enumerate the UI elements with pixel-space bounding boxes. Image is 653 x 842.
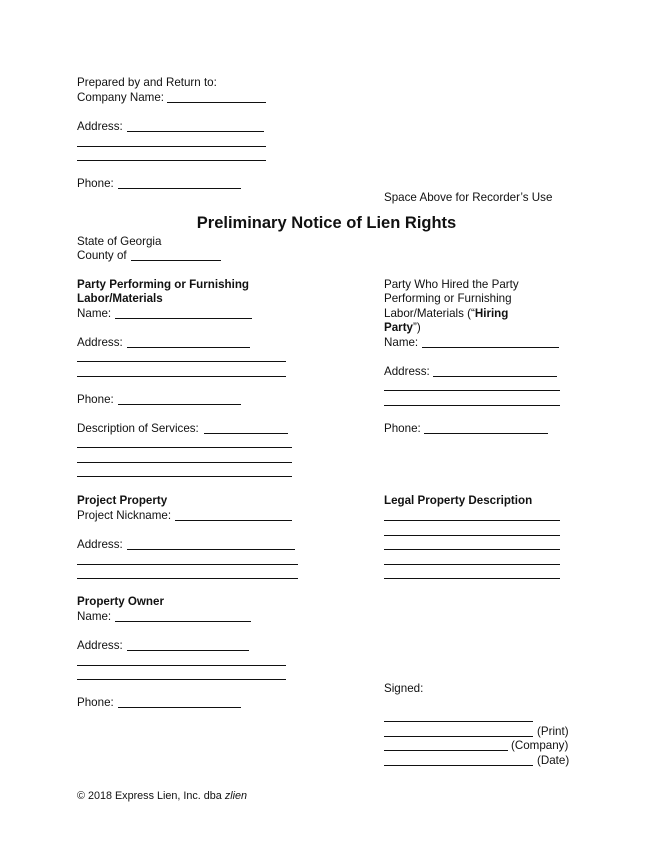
project-nickname-field[interactable] [175, 520, 292, 521]
header-address-field-1[interactable] [127, 131, 264, 132]
property-owner-heading: Property Owner [77, 595, 164, 608]
party-performing-heading-2: Labor/Materials [77, 292, 163, 305]
hiring-party-line-2: Performing or Furnishing [384, 292, 512, 305]
header-address-label: Address: [77, 120, 123, 133]
party-performing-address-label: Address: [77, 336, 123, 349]
party-performing-address-field-1[interactable] [127, 347, 250, 348]
services-description-label: Description of Services: [77, 422, 199, 435]
owner-address-label: Address: [77, 639, 123, 652]
services-description-field-4[interactable] [77, 476, 292, 477]
footer-brand: zlien [224, 790, 248, 802]
hiring-party-line-3 [384, 307, 508, 321]
prepared-by-label: Prepared by and Return to: [77, 76, 217, 89]
hiring-party-address-field-1[interactable] [433, 376, 557, 377]
legal-description-field-4[interactable] [384, 564, 560, 565]
owner-phone-field[interactable] [118, 707, 241, 708]
services-description-field-2[interactable] [77, 447, 292, 448]
hiring-party-line-1: Party Who Hired the Party [384, 278, 519, 291]
legal-description-field-3[interactable] [384, 549, 560, 550]
hiring-party-name-field[interactable] [422, 347, 559, 348]
hiring-party-address-field-3[interactable] [384, 405, 560, 406]
print-name-field[interactable] [384, 736, 533, 737]
state-label: State of Georgia [77, 235, 162, 248]
owner-name-label: Name: [77, 610, 112, 623]
legal-description-field-1[interactable] [384, 520, 560, 521]
project-address-label: Address: [77, 538, 123, 551]
party-performing-name-field[interactable] [115, 318, 252, 319]
party-performing-phone-field[interactable] [118, 404, 241, 405]
project-address-field-2[interactable] [77, 564, 298, 565]
party-performing-name-label: Name: [77, 307, 112, 320]
signed-label: Signed: [384, 682, 424, 695]
hiring-party-phone-label: Phone: [384, 422, 421, 435]
county-label: County of [77, 249, 127, 262]
header-phone-field[interactable] [118, 188, 241, 189]
footer-copyright-text: © 2018 Express Lien, Inc. dba [77, 790, 222, 802]
company-field[interactable] [384, 750, 508, 751]
header-address-field-3[interactable] [77, 160, 266, 161]
hiring-party-line-4-text: ”) [413, 321, 421, 334]
hiring-party-phone-field[interactable] [424, 433, 548, 434]
project-property-heading: Project Property [77, 494, 168, 507]
document-title: Preliminary Notice of Lien Rights [196, 214, 457, 232]
header-address-field-2[interactable] [77, 146, 266, 147]
signature-field[interactable] [384, 721, 533, 722]
header-phone-label: Phone: [77, 177, 114, 190]
owner-address-field-2[interactable] [77, 665, 286, 666]
recorder-space-label: Space Above for Recorder’s Use [384, 191, 553, 204]
county-field[interactable] [131, 260, 221, 261]
date-label: (Date) [537, 754, 570, 767]
party-performing-phone-label: Phone: [77, 393, 114, 406]
company-label: (Company) [511, 739, 569, 752]
owner-address-field-3[interactable] [77, 679, 286, 680]
date-field[interactable] [384, 765, 533, 766]
project-address-field-1[interactable] [127, 549, 295, 550]
hiring-party-name-label: Name: [384, 336, 419, 349]
hiring-party-line-4 [384, 321, 421, 335]
legal-description-heading: Legal Property Description [384, 494, 533, 507]
services-description-field-3[interactable] [77, 462, 292, 463]
owner-address-field-1[interactable] [127, 650, 249, 651]
owner-phone-label: Phone: [77, 696, 114, 709]
company-name-label: Company Name: [77, 91, 164, 104]
hiring-party-address-label: Address: [384, 365, 430, 378]
owner-name-field[interactable] [115, 621, 251, 622]
legal-description-field-5[interactable] [384, 578, 560, 579]
legal-description-field-2[interactable] [384, 535, 560, 536]
hiring-party-line-3-bold: Hiring [474, 307, 509, 320]
party-performing-heading-1: Party Performing or Furnishing [77, 278, 249, 291]
hiring-party-line-4-bold: Party [384, 321, 414, 334]
party-performing-address-field-2[interactable] [77, 361, 286, 362]
project-nickname-label: Project Nickname: [77, 509, 172, 522]
services-description-field-1[interactable] [204, 433, 288, 434]
print-label: (Print) [537, 725, 569, 738]
hiring-party-line-3-text: Labor/Materials (“ [384, 307, 475, 320]
project-address-field-3[interactable] [77, 578, 298, 579]
footer-copyright [77, 789, 247, 803]
company-name-field[interactable] [167, 102, 266, 103]
party-performing-address-field-3[interactable] [77, 376, 286, 377]
hiring-party-address-field-2[interactable] [384, 390, 560, 391]
